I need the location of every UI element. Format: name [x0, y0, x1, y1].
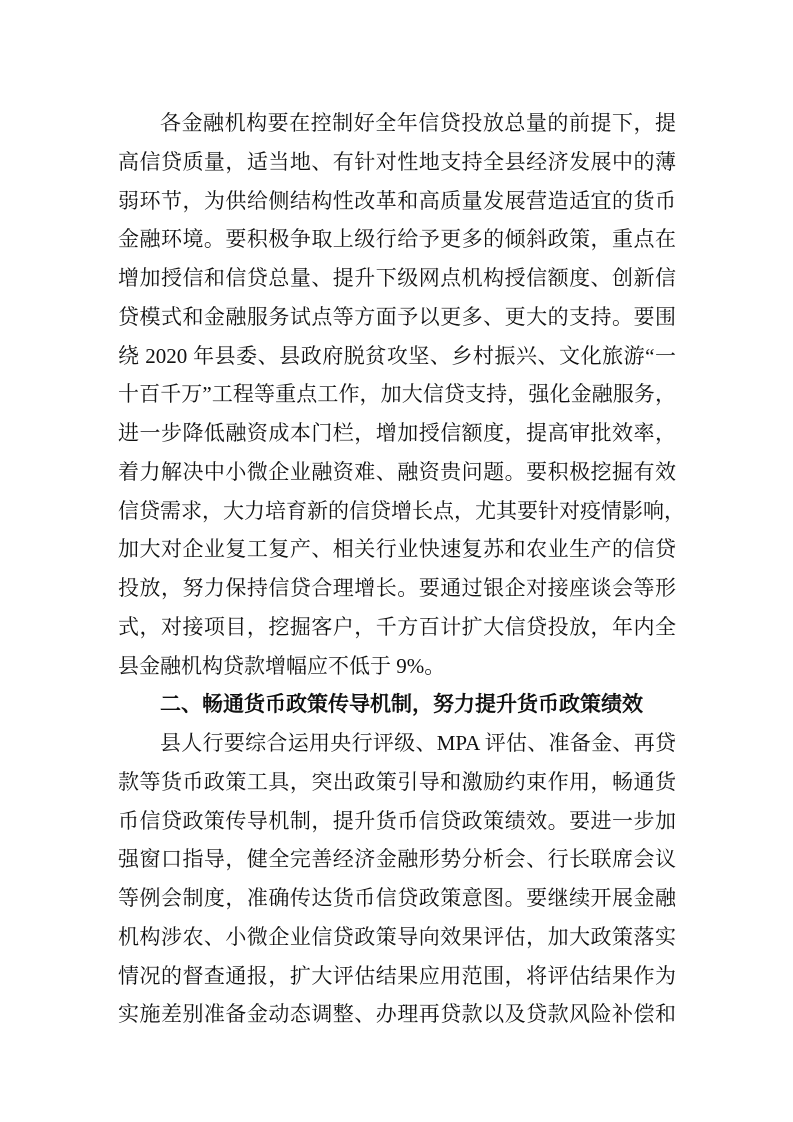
text-line: 弱环节，为供给侧结构性改革和高质量发展营造适宜的货币: [118, 188, 676, 213]
text-line: 情况的督查通报，扩大评估结果应用范围，将评估结果作为: [118, 963, 676, 988]
text-line: 高信贷质量，适当地、有针对性地支持全县经济发展中的薄: [118, 149, 676, 174]
text-line: 增加授信和信贷总量、提升下级网点机构授信额度、创新信: [118, 266, 676, 290]
text-line: 县金融机构贷款增幅应不低于 9%。: [118, 653, 446, 678]
section-heading: 二、畅通货币政策传导机制，努力提升货币政策绩效: [160, 692, 643, 717]
text-line: 贷模式和金融服务试点等方面予以更多、更大的支持。要围: [118, 304, 676, 329]
text-line: 币信贷政策传导机制，提升货币信贷政策绩效。要进一步加: [118, 808, 676, 833]
text-line: 县人行要综合运用央行评级、MPA 评估、准备金、再贷: [160, 731, 676, 755]
paragraph-policy-transmission: [118, 724, 676, 1034]
text-line: 实施差别准备金动态调整、办理再贷款以及贷款风险补偿和: [118, 1002, 676, 1027]
text-line: 着力解决中小微企业融资难、融资贵问题。要积极挖掘有效: [118, 459, 676, 484]
text-line: 进一步降低融资成本门栏，增加授信额度，提高审批效率，: [118, 421, 676, 445]
text-line: 式，对接项目，挖掘客户，千方百计扩大信贷投放，年内全: [118, 614, 676, 639]
text-line: 强窗口指导，健全完善经济金融形势分析会、行长联席会议: [118, 847, 676, 872]
text-line: 十百千万”工程等重点工作，加大信贷支持，强化金融服务，: [118, 382, 676, 407]
document-page: [118, 104, 685, 1034]
text-line: 投放，努力保持信贷合理增长。要通过银企对接座谈会等形: [118, 576, 676, 600]
text-line: 信贷需求，大力培育新的信贷增长点，尤其要针对疫情影响，: [118, 498, 685, 523]
text-line: 绕 2020 年县委、县政府脱贫攻坚、乡村振兴、文化旅游“一: [118, 343, 676, 368]
text-line: 款等货币政策工具，突出政策引导和激励约束作用，畅通货: [118, 769, 676, 794]
text-line: 机构涉农、小微企业信贷政策导向效果评估，加大政策落实: [118, 924, 676, 949]
text-line: 金融环境。要积极争取上级行给予更多的倾斜政策，重点在: [118, 227, 676, 252]
text-line: 各金融机构要在控制好全年信贷投放总量的前提下，提: [160, 111, 676, 135]
text-line: 加大对企业复工复产、相关行业快速复苏和农业生产的信贷: [118, 537, 676, 562]
text-line: 等例会制度，准确传达货币信贷政策意图。要继续开展金融: [118, 886, 676, 910]
paragraph-credit-supply: [118, 104, 685, 685]
